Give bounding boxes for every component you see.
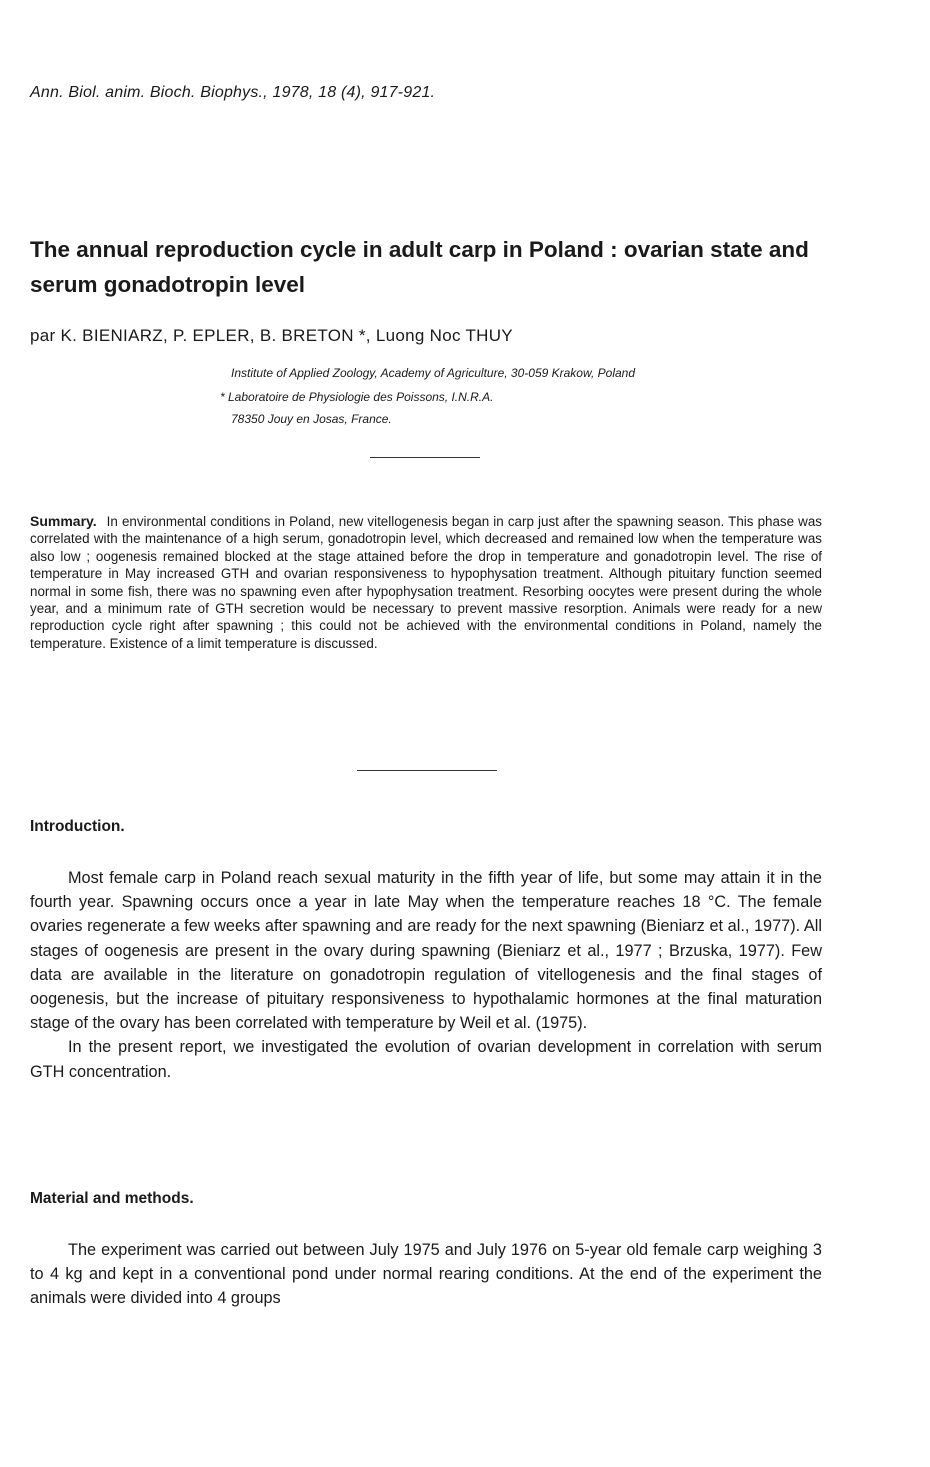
- summary-text: In environmental conditions in Poland, new vitellogenesis began in carp just after the spawning season. This phase was correlated with the maintenance of a high serum, gonadotropin level, which decreased and remained low when the temperature was also low ; oogenesis remained blocked at the stage attained before the drop in temperature and gonadotropin level. The rise of temperature in May increased GTH and ovarian responsiveness to hypophysation treatment. Although pituitary function seemed normal in some fish, there was no spawning even after hypophysation treatment. Resorbing oocytes were present during the whole year, and a minimum rate of GTH secretion would be necessary to prevent massive resorption. Animals were ready for a new reproduction cycle right after spawning ; this could not be achieved with the environmental conditions in Poland, namely the temperature. Existence of a limit temperature is discussed.: [30, 514, 822, 651]
- paragraph: In the present report, we investigated the evolution of ovarian development in correlation with serum GTH concentration.: [30, 1038, 822, 1081]
- introduction-heading: Introduction.: [30, 818, 125, 835]
- affiliation-line: Institute of Applied Zoology, Academy of Agriculture, 30-059 Krakow, Poland: [231, 366, 636, 380]
- summary-label: Summary.: [30, 513, 97, 529]
- paragraph: The experiment was carried out between July 1975 and July 1976 on 5-year old female carp weighing 3 to 4 kg and kept in a conventional pond under normal rearing conditions. At the end of the experiment the animals were divided into 4 groups: [30, 1241, 822, 1308]
- methods-body: [30, 1238, 822, 1311]
- paragraph: Most female carp in Poland reach sexual maturity in the fifth year of life, but some may attain it in the fourth year. Spawning occurs once a year in late May when the temperature reaches 18 °C. The female ovaries regenerate a few weeks after spawning and are ready for the next spawning (Bieniarz et al., 1977). All stages of oogenesis are present in the ovary during spawning (Bieniarz et al., 1977 ; Brzuska, 1977). Few data are available in the literature on gonadotropin regulation of vitellogenesis and the final stages of oogenesis, but the increase of pituitary responsiveness to hypothalamic hormones at the final maturation stage of the ovary has been correlated with temperature by Weil et al. (1975).: [30, 869, 822, 1033]
- summary-block: [30, 513, 822, 652]
- author-list: par K. BIENIARZ, P. EPLER, B. BRETON *, Luong Noc THUY: [30, 326, 513, 345]
- journal-reference: Ann. Biol. anim. Bioch. Biophys., 1978, 18 (4), 917-921.: [30, 84, 436, 101]
- divider-rule: [370, 457, 480, 458]
- article-title: The annual reproduction cycle in adult carp in Poland : ovarian state and serum gonadotropin level: [30, 237, 809, 297]
- methods-heading: Material and methods.: [30, 1190, 194, 1207]
- divider-rule: [357, 770, 497, 771]
- affiliation-line: * Laboratoire de Physiologie des Poissons, I.N.R.A.: [220, 390, 494, 404]
- affiliation-line: 78350 Jouy en Josas, France.: [231, 412, 392, 426]
- introduction-body: [30, 866, 822, 1084]
